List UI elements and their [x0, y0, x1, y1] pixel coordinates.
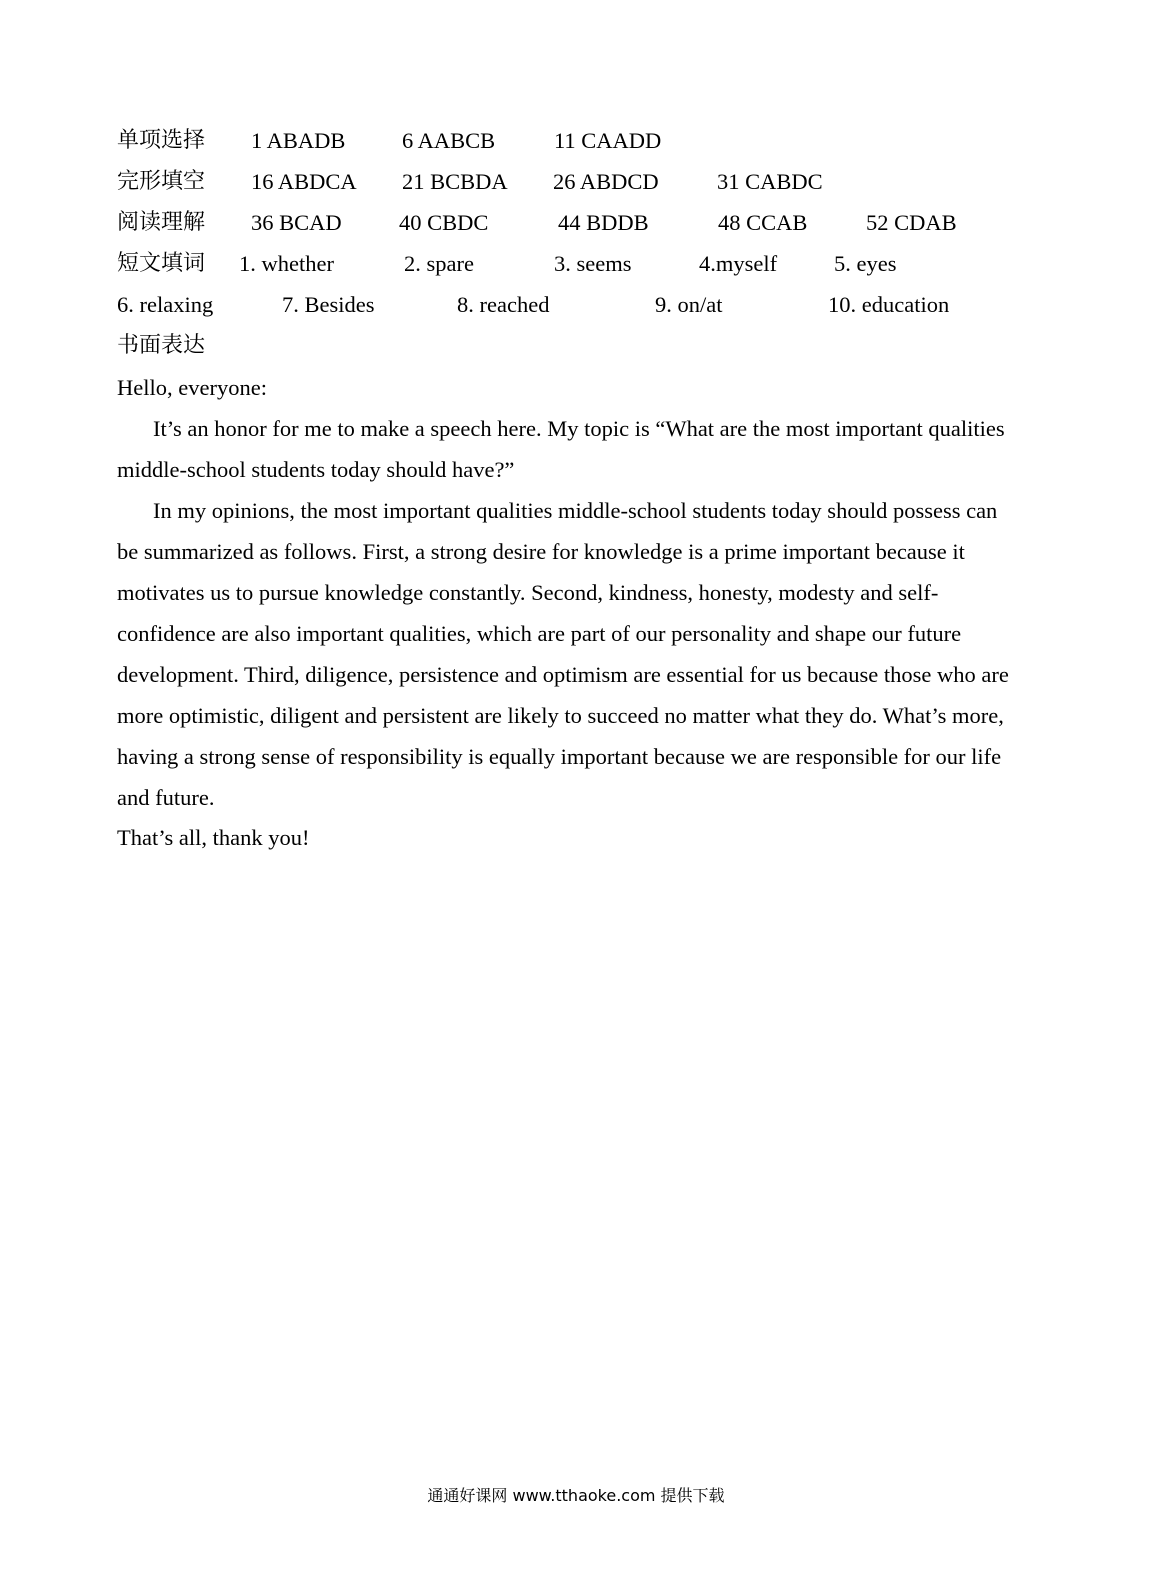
answer-word: 10. education: [828, 292, 950, 317]
essay-greeting: Hello, everyone:: [117, 375, 267, 400]
answer-group: 40 CBDC: [399, 210, 489, 235]
page-footer: 通通好课网 www.tthaoke.com 提供下载: [427, 1486, 725, 1505]
answer-word: 7. Besides: [282, 292, 375, 317]
section-label-cloze: 完形填空: [117, 169, 206, 194]
answer-group: 16 ABDCA: [251, 169, 357, 194]
answer-word: 5. eyes: [834, 251, 897, 276]
section-label-reading: 阅读理解: [117, 210, 206, 235]
section-label-single-choice: 单项选择: [117, 128, 206, 153]
section-label-writing: 书面表达: [117, 333, 206, 358]
answer-word: 6. relaxing: [117, 292, 214, 317]
essay-paragraph-1: It’s an honor for me to make a speech here. My topic is “What are the most important qualities middle-school students today should have?”: [117, 416, 1005, 482]
answer-group: 44 BDDB: [558, 210, 649, 235]
answer-group: 31 CABDC: [717, 169, 823, 194]
answer-group: 6 AABCB: [402, 128, 496, 153]
answer-group: 21 BCBDA: [402, 169, 508, 194]
answer-word: 3. seems: [554, 251, 632, 276]
answer-group: 48 CCAB: [718, 210, 808, 235]
essay-closing: That’s all, thank you!: [117, 825, 310, 850]
answer-group: 26 ABDCD: [553, 169, 659, 194]
answer-group: 1 ABADB: [251, 128, 346, 153]
essay-paragraph-2: In my opinions, the most important qualities middle-school students today should possess can be summarized as follows. First, a strong desire for knowledge is a prime important because it motivates us to pursue knowledge constantly. Second, kindness, honesty, modesty and self-confidence are also important qualities, which are part of our personality and shape our future development. Third, diligence, persistence and optimism are essential for us because those who are more optimistic, diligent and persistent are likely to succeed no matter what they do. What’s more, having a strong sense of responsibility is equally important because we are responsible for our life and future.: [117, 498, 1009, 810]
answer-group: 52 CDAB: [866, 210, 957, 235]
section-label-word-fill: 短文填词: [117, 251, 206, 276]
answer-group: 11 CAADD: [554, 128, 662, 153]
answer-word: 9. on/at: [655, 292, 723, 317]
answer-word: 8. reached: [457, 292, 550, 317]
answer-group: 36 BCAD: [251, 210, 342, 235]
answer-word: 2. spare: [404, 251, 474, 276]
answer-word: 4.myself: [699, 251, 778, 276]
answer-word: 1. whether: [239, 251, 334, 276]
